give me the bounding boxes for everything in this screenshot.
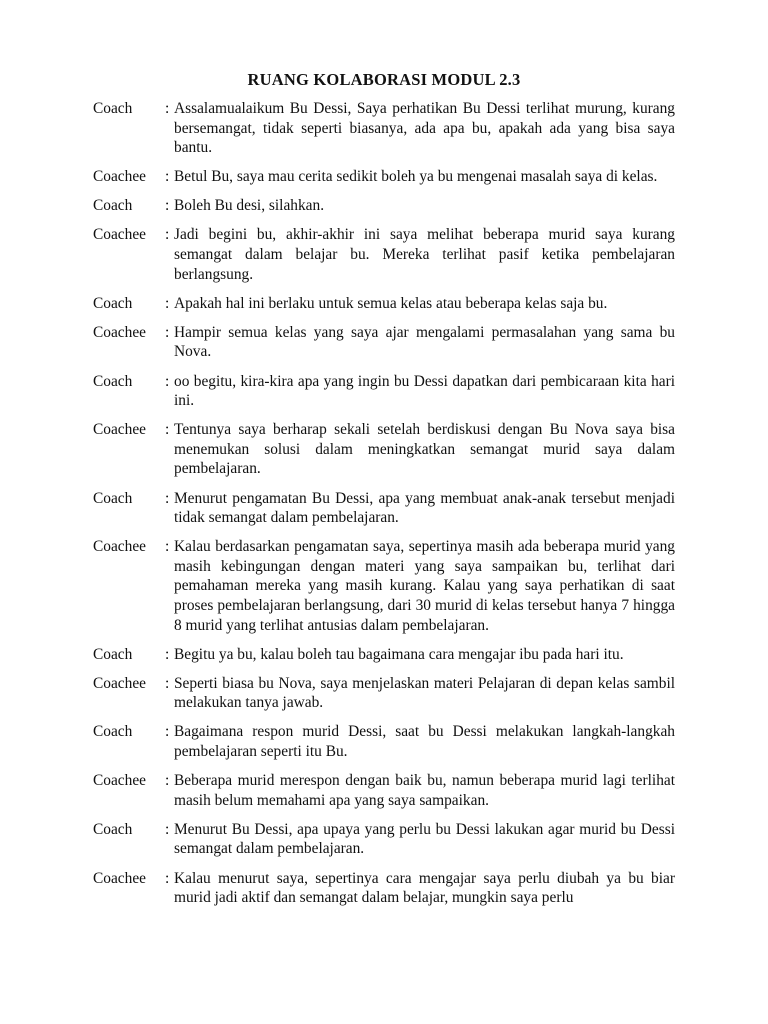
dialogue-entry xyxy=(93,372,675,411)
dialogue-entry xyxy=(93,869,675,908)
dialogue-text: Kalau berdasarkan pengamatan saya, sepertinya masih ada beberapa murid yang masih kebingungan dengan materi yang saya sampaikan bu, terlihat dari pemahaman mereka yang masih kurang. Kalau yang saya perhatikan di saat proses pembelajaran berlangsung, dari 30 murid di kelas tersebut hanya 7 hingga 8 murid yang terlihat antusias dalam pembelajaran. xyxy=(174,538,675,634)
dialogue-entry xyxy=(93,294,675,314)
separator-colon: : xyxy=(165,323,170,341)
dialogue-text: Begitu ya bu, kalau boleh tau bagaimana cara mengajar ibu pada hari itu. xyxy=(174,645,624,663)
separator-colon: : xyxy=(165,372,170,390)
speaker-label: Coach xyxy=(93,723,133,741)
speaker-label: Coach xyxy=(93,197,133,215)
speaker-label: Coachee xyxy=(93,869,146,887)
separator-colon: : xyxy=(165,421,170,439)
speaker-label: Coachee xyxy=(93,674,146,692)
dialogue-entry xyxy=(93,225,675,284)
dialogue-text: Jadi begini bu, akhir-akhir ini saya melihat beberapa murid saya kurang semangat dalam belajar bu. Mereka terlihat pasif ketika pembelajaran berlangsung. xyxy=(174,226,675,283)
speaker-label: Coach xyxy=(93,100,133,117)
separator-colon: : xyxy=(165,294,170,312)
dialogue-entry xyxy=(93,167,675,187)
dialogue-list xyxy=(93,99,675,917)
separator-colon: : xyxy=(165,820,170,838)
separator-colon: : xyxy=(165,645,170,663)
dialogue-entry xyxy=(93,645,675,665)
dialogue-text: Seperti biasa bu Nova, saya menjelaskan materi Pelajaran di depan kelas sambil melakukan tanya jawab. xyxy=(174,674,675,712)
speaker-label: Coachee xyxy=(93,538,146,556)
dialogue-text: Beberapa murid merespon dengan baik bu, namun beberapa murid lagi terlihat masih belum memahami apa yang saya sampaikan. xyxy=(174,772,675,809)
dialogue-entry xyxy=(93,722,675,761)
dialogue-text: Hampir semua kelas yang saya ajar mengalami permasalahan yang sama bu Nova. xyxy=(174,323,675,361)
speaker-label: Coachee xyxy=(93,168,146,186)
dialogue-entry xyxy=(93,820,675,859)
dialogue-entry xyxy=(93,420,675,479)
dialogue-entry xyxy=(93,99,675,158)
separator-colon: : xyxy=(165,226,170,244)
separator-colon: : xyxy=(165,723,170,741)
dialogue-entry xyxy=(93,771,675,810)
speaker-label: Coach xyxy=(93,294,133,312)
dialogue-text: Kalau menurut saya, sepertinya cara mengajar saya perlu diubah ya bu biar murid jadi aktif dan semangat dalam belajar, mungkin saya perlu xyxy=(174,869,675,907)
dialogue-text: oo begitu, kira-kira apa yang ingin bu Dessi dapatkan dari pembicaraan kita hari ini. xyxy=(174,372,675,410)
speaker-label: Coachee xyxy=(93,323,146,341)
separator-colon: : xyxy=(165,197,170,215)
dialogue-text: Tentunya saya berharap sekali setelah berdiskusi dengan Bu Nova saya bisa menemukan solusi dalam meningkatkan semangat murid saya dalam pembelajaran. xyxy=(174,421,675,478)
separator-colon: : xyxy=(165,100,170,117)
dialogue-entry xyxy=(93,489,675,528)
separator-colon: : xyxy=(165,674,170,692)
dialogue-entry xyxy=(93,674,675,713)
speaker-label: Coach xyxy=(93,820,133,838)
dialogue-text: Menurut pengamatan Bu Dessi, apa yang membuat anak-anak tersebut menjadi tidak semangat dalam pembelajaran. xyxy=(174,489,675,527)
separator-colon: : xyxy=(165,489,170,507)
dialogue-text: Betul Bu, saya mau cerita sedikit boleh ya bu mengenai masalah saya di kelas. xyxy=(174,168,658,186)
speaker-label: Coachee xyxy=(93,226,146,244)
separator-colon: : xyxy=(165,538,170,556)
speaker-label: Coach xyxy=(93,645,133,663)
dialogue-text: Assalamualaikum Bu Dessi, Saya perhatikan Bu Dessi terlihat murung, kurang bersemangat, tidak seperti biasanya, ada apa bu, apakah ada yang bisa saya bantu. xyxy=(174,100,675,157)
separator-colon: : xyxy=(165,869,170,887)
separator-colon: : xyxy=(165,168,170,186)
speaker-label: Coach xyxy=(93,372,133,390)
speaker-label: Coach xyxy=(93,489,133,507)
dialogue-entry xyxy=(93,537,675,635)
dialogue-entry xyxy=(93,323,675,362)
page-title: RUANG KOLABORASI MODUL 2.3 xyxy=(247,70,521,89)
separator-colon: : xyxy=(165,772,170,790)
dialogue-text: Apakah hal ini berlaku untuk semua kelas atau beberapa kelas saja bu. xyxy=(174,294,608,312)
speaker-label: Coachee xyxy=(93,421,146,439)
dialogue-text: Boleh Bu desi, silahkan. xyxy=(174,197,325,215)
speaker-label: Coachee xyxy=(93,772,146,790)
dialogue-text: Bagaimana respon murid Dessi, saat bu Dessi melakukan langkah-langkah pembelajaran seperti itu Bu. xyxy=(174,723,675,761)
dialogue-entry xyxy=(93,196,675,216)
dialogue-text: Menurut Bu Dessi, apa upaya yang perlu bu Dessi lakukan agar murid bu Dessi semangat dalam pembelajaran. xyxy=(174,820,675,858)
